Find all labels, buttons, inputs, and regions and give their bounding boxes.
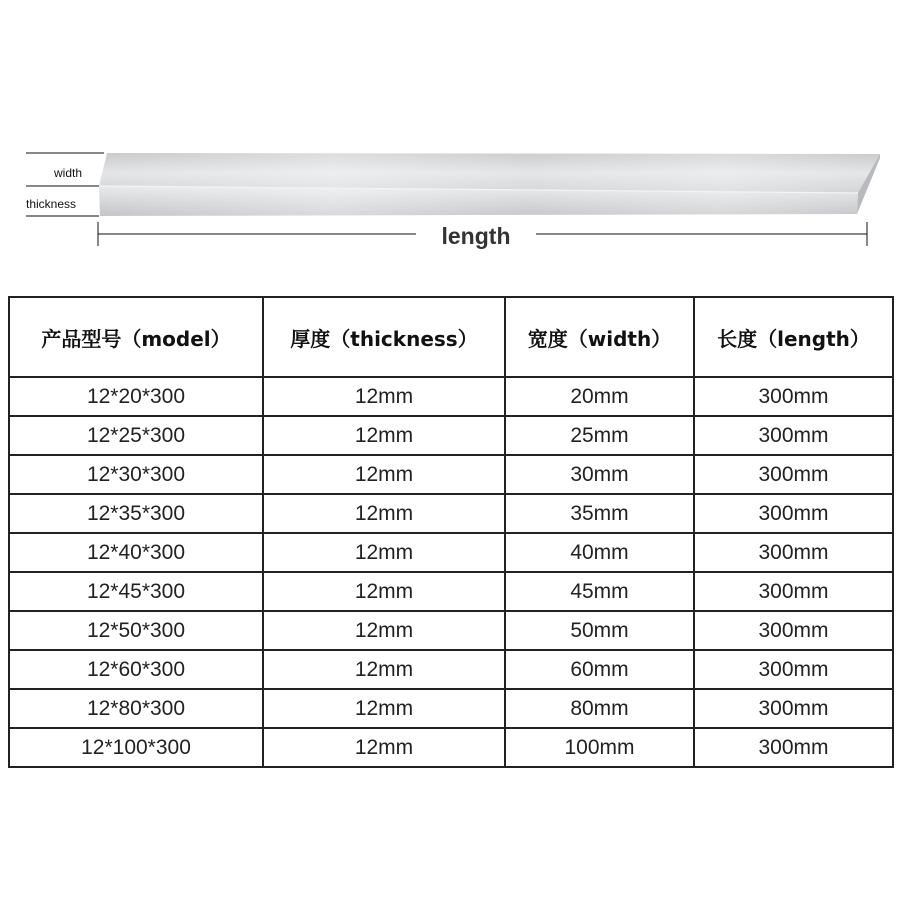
cell-thickness: 12mm: [263, 494, 505, 533]
table-row: [9, 572, 893, 611]
cell-width: 40mm: [505, 533, 694, 572]
cell-length: 300mm: [694, 650, 893, 689]
header-model: 产品型号（model）: [9, 297, 263, 377]
table-row: [9, 689, 893, 728]
cell-length: 300mm: [694, 494, 893, 533]
cell-length: 300mm: [694, 416, 893, 455]
cell-length: 300mm: [694, 689, 893, 728]
cell-model: 12*20*300: [9, 377, 263, 416]
cell-thickness: 12mm: [263, 416, 505, 455]
cell-model: 12*30*300: [9, 455, 263, 494]
cell-model: 12*50*300: [9, 611, 263, 650]
cell-width: 20mm: [505, 377, 694, 416]
length-label: length: [416, 222, 536, 250]
cell-thickness: 12mm: [263, 611, 505, 650]
header-thickness: 厚度（thickness）: [263, 297, 505, 377]
cell-thickness: 12mm: [263, 533, 505, 572]
cell-model: 12*80*300: [9, 689, 263, 728]
cell-thickness: 12mm: [263, 455, 505, 494]
table-row: [9, 494, 893, 533]
table-row: [9, 377, 893, 416]
header-length: 长度（length）: [694, 297, 893, 377]
cell-width: 100mm: [505, 728, 694, 767]
cell-model: 12*45*300: [9, 572, 263, 611]
thickness-label: thickness: [26, 197, 77, 211]
cell-thickness: 12mm: [263, 377, 505, 416]
header-width: 宽度（width）: [505, 297, 694, 377]
cell-length: 300mm: [694, 728, 893, 767]
cell-width: 60mm: [505, 650, 694, 689]
width-label: width: [54, 166, 83, 180]
cell-thickness: 12mm: [263, 572, 505, 611]
table-body: [9, 377, 893, 767]
cell-length: 300mm: [694, 533, 893, 572]
steel-bar-illustration: [0, 0, 900, 260]
table-row: [9, 611, 893, 650]
cell-length: 300mm: [694, 377, 893, 416]
cell-model: 12*40*300: [9, 533, 263, 572]
cell-length: 300mm: [694, 455, 893, 494]
cell-model: 12*35*300: [9, 494, 263, 533]
cell-model: 12*60*300: [9, 650, 263, 689]
table-row: [9, 416, 893, 455]
cell-width: 30mm: [505, 455, 694, 494]
cell-width: 25mm: [505, 416, 694, 455]
cell-width: 80mm: [505, 689, 694, 728]
cell-length: 300mm: [694, 572, 893, 611]
cell-width: 50mm: [505, 611, 694, 650]
cell-thickness: 12mm: [263, 650, 505, 689]
cell-width: 35mm: [505, 494, 694, 533]
spec-table: [8, 296, 894, 768]
table-row: [9, 533, 893, 572]
cell-model: 12*100*300: [9, 728, 263, 767]
cell-thickness: 12mm: [263, 689, 505, 728]
cell-width: 45mm: [505, 572, 694, 611]
table-row: [9, 455, 893, 494]
steel-bar-diagram: [0, 0, 900, 260]
table-row: [9, 728, 893, 767]
table-header-row: [9, 297, 893, 377]
cell-thickness: 12mm: [263, 728, 505, 767]
table-row: [9, 650, 893, 689]
cell-model: 12*25*300: [9, 416, 263, 455]
cell-length: 300mm: [694, 611, 893, 650]
